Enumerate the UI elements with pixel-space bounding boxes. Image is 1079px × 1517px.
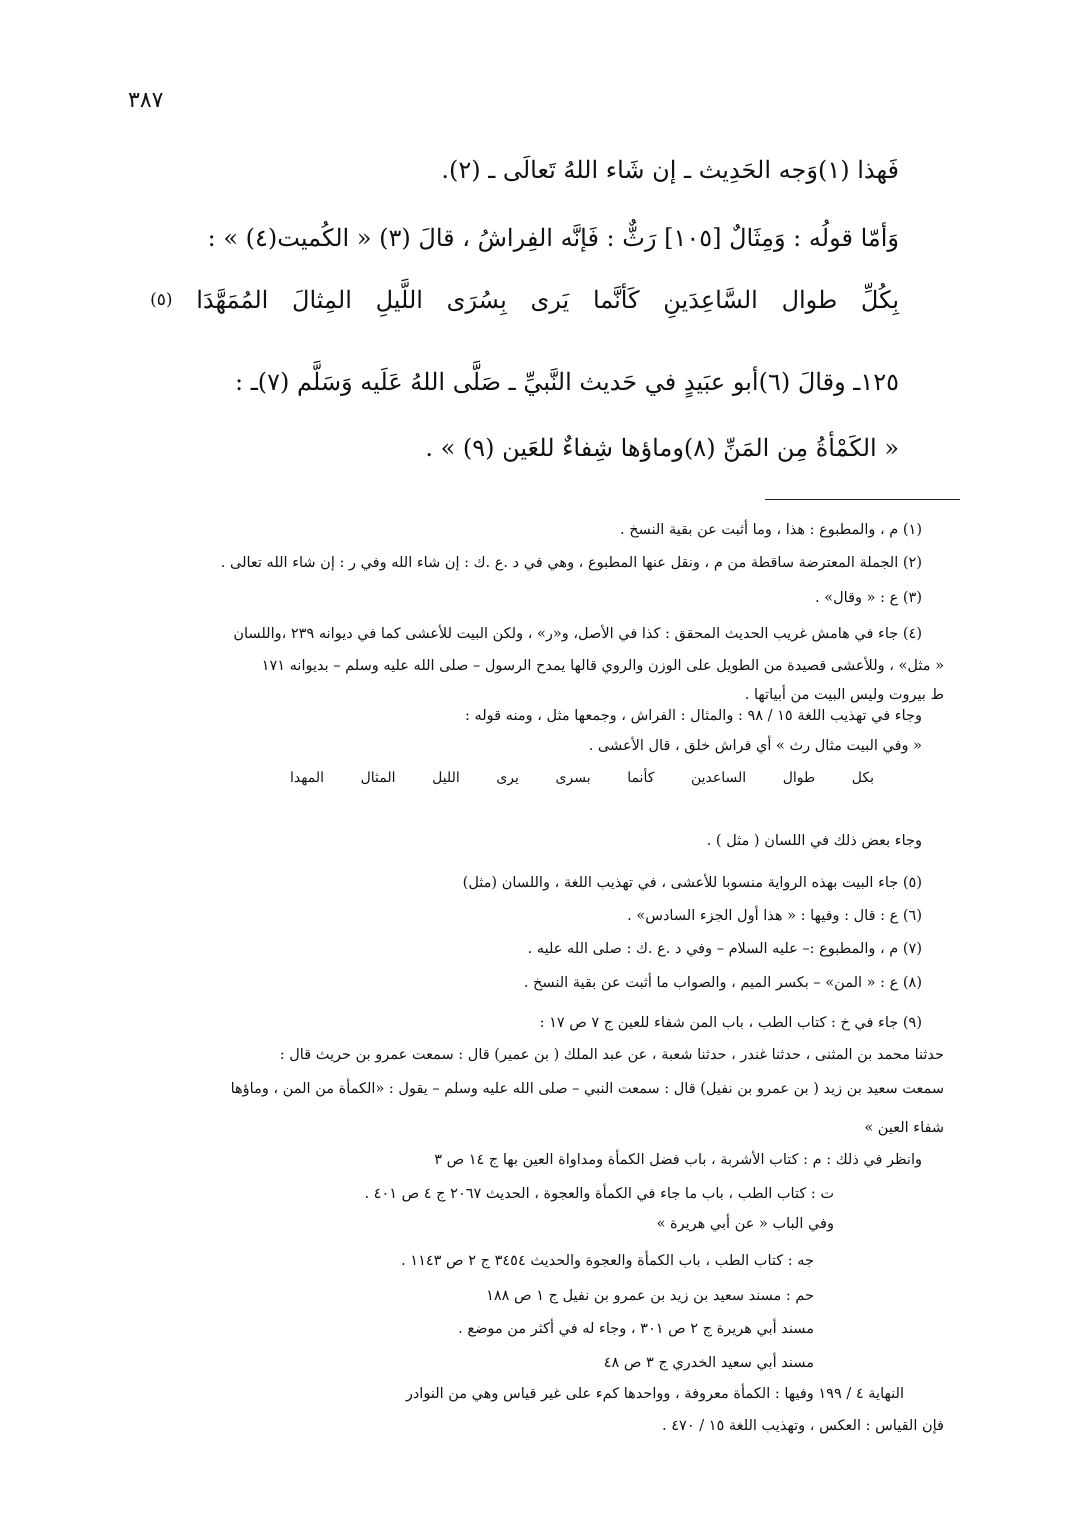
footnote-line: « مثل» ، وللأعشى قصيدة من الطويل على الوزن والروي قالها يمدح الرسول – صلى الله عليه وسلم – بديوانه ١٧١ [261, 658, 944, 674]
footnote-line: ت : كتاب الطب ، باب ما جاء في الكمأة والعجوة ، الحديث ٢٠٦٧ ج ٤ ص ٤٠١ . [364, 1186, 834, 1202]
footnote-line: (٧) م ، والمطبوع :– عليه السلام – وفي د .ع .ك : صلى الله عليه . [527, 941, 922, 957]
footnote-line: « وفي البيت مثال رث » أي فراش خلق ، قال الأعشى . [588, 738, 922, 754]
footnote-line: (٨) ع : « المن» – بكسر الميم ، والصواب ما أثبت عن بقية النسخ . [523, 975, 922, 991]
footnote-poem-row [290, 767, 874, 789]
footnote-line: (٢) الجملة المعترضة ساقطة من م ، ونقل عنها المطبوع ، وهي في د .ع .ك : إن شاء الله وفي ر : إن شاء الله تعالى . [220, 555, 922, 571]
footnote-line: وجاء في تهذيب اللغة ١٥ / ٩٨ : والمثال : الفراش ، وجمعها مثل ، ومنه قوله : [464, 708, 922, 724]
footnote-line: (٤) جاء في هامش غريب الحديث المحقق : كذا في الأصل، و«ر» ، ولكن البيت للأعشى كما في ديوانه ٢٣٩ ،واللسان [233, 626, 922, 642]
footnote-line: (٩) جاء في خ : كتاب الطب ، باب المن شفاء للعين ج ٧ ص ١٧ : [539, 1015, 922, 1031]
footnote-line: (١) م ، والمطبوع : هذا ، وما أثبت عن بقية النسخ . [620, 522, 922, 538]
verse-word: المِثالَ [292, 286, 352, 314]
poem-word: الساعدين [690, 770, 747, 786]
verse-word: يَرى [530, 286, 570, 314]
footnote-line: (٦) ع : قال : وفيها : « هذا أول الجزء السادس» . [627, 908, 922, 924]
poem-word: يرى [496, 770, 519, 786]
main-text-line-4: « الكَمْأةُ مِن المَنِّ (٨)وماؤها شِفاءٌ للعَين (٩) » . [425, 434, 899, 462]
footnote-line: (٣) ع : « وقال» . [815, 590, 922, 606]
verse-word: طوال [781, 286, 838, 314]
verse-word: المُمَهَّدَا [196, 286, 269, 314]
footnote-line: ط بيروت وليس البيت من أبياتها . [744, 687, 944, 703]
footnote-marker: (٥) [150, 290, 173, 310]
footnote-line: وجاء بعض ذلك في اللسان ( مثل ) . [706, 833, 922, 849]
footnote-line: جه : كتاب الطب ، باب الكمأة والعجوة والحديث ٣٤٥٤ ج ٢ ص ١١٤٣ . [401, 1253, 814, 1269]
footnote-line: فإن القياس : العكس ، وتهذيب اللغة ١٥ / ٤٧٠ . [662, 1418, 944, 1434]
footnote-line: (٥) جاء البيت بهذه الرواية منسوبا للأعشى ، في تهذيب اللغة ، واللسان (مثل) [462, 875, 922, 891]
page-number: ٣٨٧ [128, 88, 164, 113]
verse-word: بِكُلِّ [860, 286, 899, 314]
footnote-line: سمعت سعيد بن زيد ( بن عمرو بن نفيل) قال : سمعت النبي – صلى الله عليه وسلم – يقول : «الكمأة من المن ، وماؤها [230, 1081, 944, 1097]
footnote-line: وانظر في ذلك : م : كتاب الأشربة ، باب فضل الكمأة ومداواة العين بها ج ١٤ ص ٣ [434, 1152, 922, 1168]
poem-word: بكل [851, 770, 874, 786]
verse-word: اللَّيلِ [375, 286, 423, 314]
poem-word: الليل [432, 770, 460, 786]
poem-verse [150, 280, 899, 320]
poem-word: المهدا [290, 770, 324, 786]
footnote-line: وفي الباب « عن أبي هريرة » [656, 1216, 834, 1232]
footnote-line: شفاء العين » [864, 1120, 944, 1136]
poem-word: طوال [782, 770, 816, 786]
verse-word: بِسُرَى [446, 286, 507, 314]
footnote-line: النهاية ٤ / ١٩٩ وفيها : الكمأة معروفة ، وواحدها كمء على غير قياس وهي من النوادر [405, 1386, 904, 1402]
footnote-line: حدثنا محمد بن المثنى ، حدثنا غندر ، حدثنا شعبة ، عن عبد الملك ( بن عمير) قال : سمعت عمرو بن حريث قال : [279, 1047, 944, 1063]
main-text-line-1: فَهذا (١)وَجه الحَدِيث ـ إن شَاء اللهُ تَعالَى ـ (٢). [441, 156, 899, 184]
poem-word: كأنما [627, 770, 655, 786]
poem-word: المثال [360, 770, 396, 786]
footnote-line: مسند أبي هريرة ج ٢ ص ٣٠١ ، وجاء له في أكثر من موضع . [458, 1321, 814, 1337]
footnote-separator [765, 499, 960, 500]
main-text-line-3: ١٢٥ـ وقالَ (٦)أبو عبَيدٍ في حَديث النَّبيِّ ـ صَلَّى اللهُ عَلَيه وَسَلَّم (٧)ـ : [235, 368, 899, 396]
verse-word: السَّاعِدَينِ [663, 286, 758, 314]
main-text-line-2: وَأمّا قولُه : وَمِثَالٌ [١٠٥] رَثٌّ : فَإنَّه الفِراشُ ، قالَ (٣) « الكُميت(٤) » : [207, 224, 899, 252]
verse-word: كَأنَّما [592, 286, 640, 314]
poem-word: بسرى [555, 770, 591, 786]
footnote-line: مسند أبي سعيد الخدري ج ٣ ص ٤٨ [603, 1355, 814, 1371]
footnote-line: حم : مسند سعيد بن زيد بن عمرو بن نفيل ج ١ ص ١٨٨ [486, 1288, 814, 1304]
